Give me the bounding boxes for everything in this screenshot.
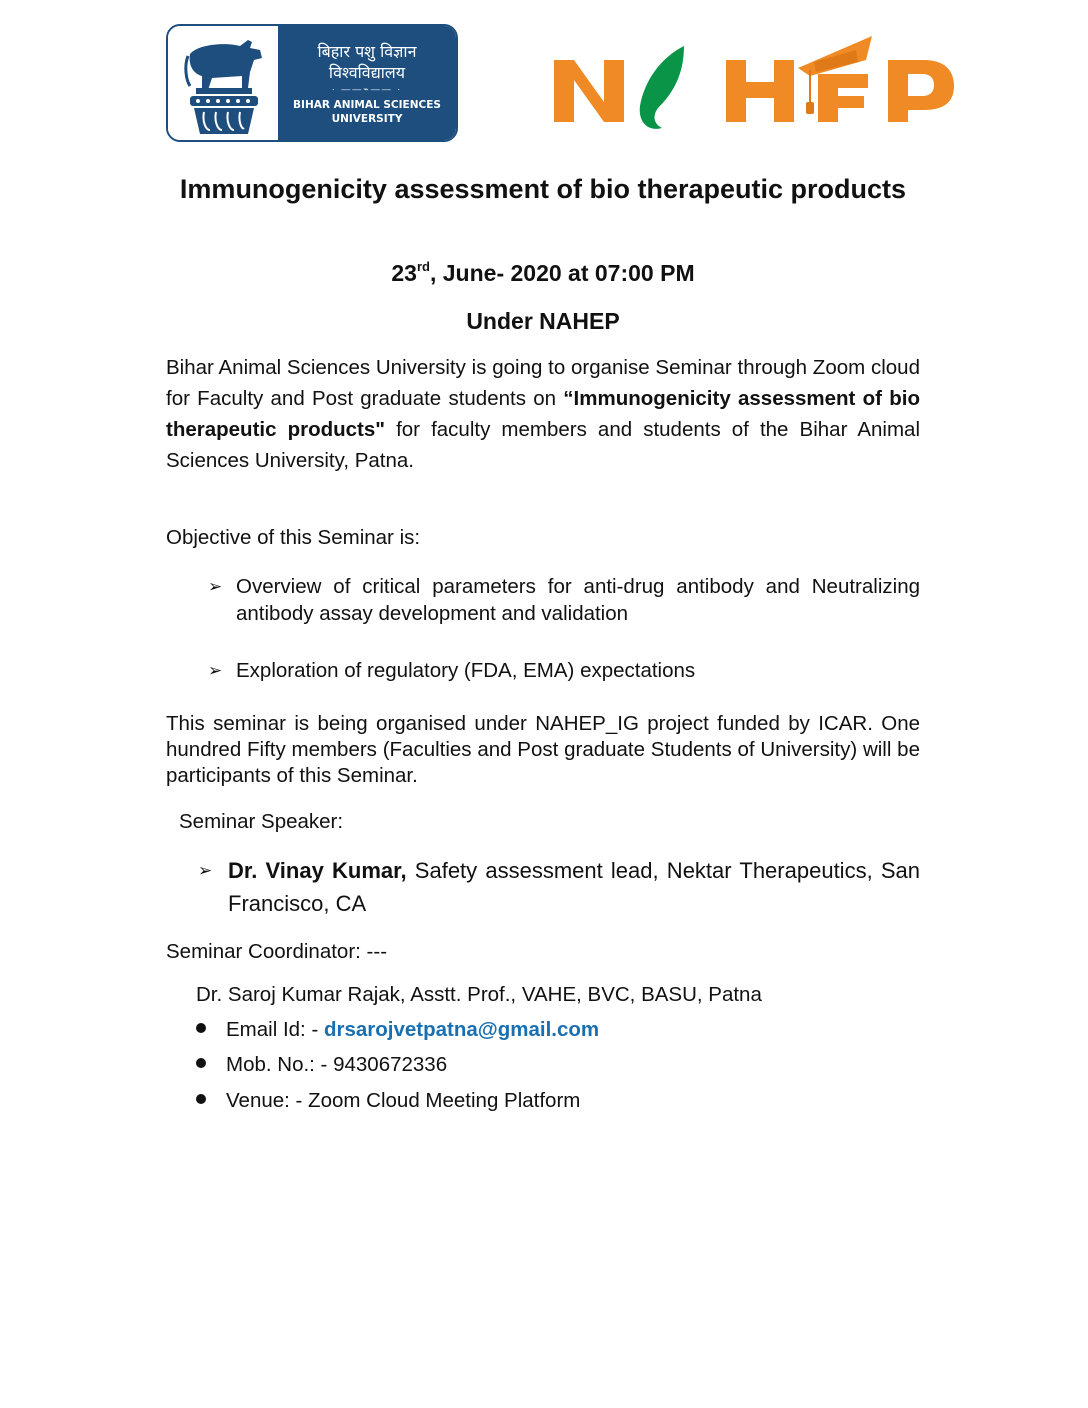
objective-text: Exploration of regulatory (FDA, EMA) expectations <box>236 659 696 682</box>
speaker-name: Dr. Vinay Kumar, <box>228 858 407 883</box>
nahep-logo <box>552 32 957 134</box>
basu-logo <box>166 24 458 142</box>
ornament-divider: · ——⌁—— · <box>331 83 403 94</box>
speaker-text <box>228 854 920 920</box>
venue-item <box>196 1087 580 1115</box>
basu-hindi-name-line1: बिहार पशु विज्ञान <box>317 41 417 61</box>
speaker-details: Safety assessment lead, Nektar Therapeutics, San Francisco, CA <box>228 858 921 916</box>
date-day: 23 <box>391 260 417 286</box>
basu-logo-text-panel <box>278 26 456 140</box>
email-label: Email Id: - <box>226 1018 324 1041</box>
cow-emblem-icon <box>168 26 278 140</box>
bullet-dot-icon <box>196 1023 206 1033</box>
funding-paragraph: This seminar is being organised under NAHEP_IG project funded by ICAR. One hundred Fifty members (Faculties and Post graduate Students of University) will be participants of this Seminar. <box>166 712 920 787</box>
objective-item <box>208 657 920 684</box>
basu-hindi-name-line2: विश्वविद्यालय <box>328 62 406 82</box>
document-title: Immunogenicity assessment of bio therapeutic products <box>179 174 907 204</box>
mobile-text: Mob. No.: - 9430672336 <box>226 1053 448 1076</box>
arrow-bullet-icon: ➢ <box>208 661 223 680</box>
contact-email-item <box>196 1016 599 1044</box>
intro-text-1: Bihar Animal Sciences University is going to organise Seminar through Zoom cloud for Faculty and Post graduate students on <box>166 356 920 410</box>
objective-item <box>208 573 920 627</box>
coordinator-name: Dr. Saroj Kumar Rajak, Asstt. Prof., VAHE, BVC, BASU, Patna <box>196 983 762 1006</box>
speaker-item <box>198 854 920 920</box>
intro-text-2: for faculty members and students of the Bihar Animal Sciences University, Patna. <box>166 418 921 472</box>
date-suffix: rd <box>416 259 430 274</box>
letter-n <box>554 60 624 122</box>
contact-mobile-item <box>196 1051 447 1079</box>
coordinator-label: Seminar Coordinator: --- <box>166 940 388 963</box>
leaf-icon <box>640 46 684 129</box>
bullet-dot-icon <box>196 1094 206 1104</box>
intro-paragraph <box>166 352 920 476</box>
arrow-bullet-icon: ➢ <box>208 577 223 596</box>
arrow-bullet-icon: ➢ <box>198 861 213 880</box>
program-subtitle: Under NAHEP <box>466 308 620 334</box>
venue-text: Venue: - Zoom Cloud Meeting Platform <box>226 1089 581 1112</box>
intro-seminar-title: “Immunogenicity assessment of bio therapeutic products" <box>166 387 920 441</box>
bullet-dot-icon <box>196 1058 206 1068</box>
basu-english-name-line2: UNIVERSITY <box>331 112 403 125</box>
objective-text: Overview of critical parameters for anti-drug antibody and Neutralizing antibody assay development and validation <box>236 575 920 625</box>
email-link[interactable]: drsarojvetpatna@gmail.com <box>323 1018 600 1041</box>
objective-label: Objective of this Seminar is: <box>166 526 421 549</box>
speaker-label: Seminar Speaker: <box>179 810 344 833</box>
date-rest: , June- 2020 at 07:00 PM <box>429 260 695 286</box>
basu-english-name-line1: BIHAR ANIMAL SCIENCES <box>293 98 441 111</box>
event-date <box>166 258 920 288</box>
